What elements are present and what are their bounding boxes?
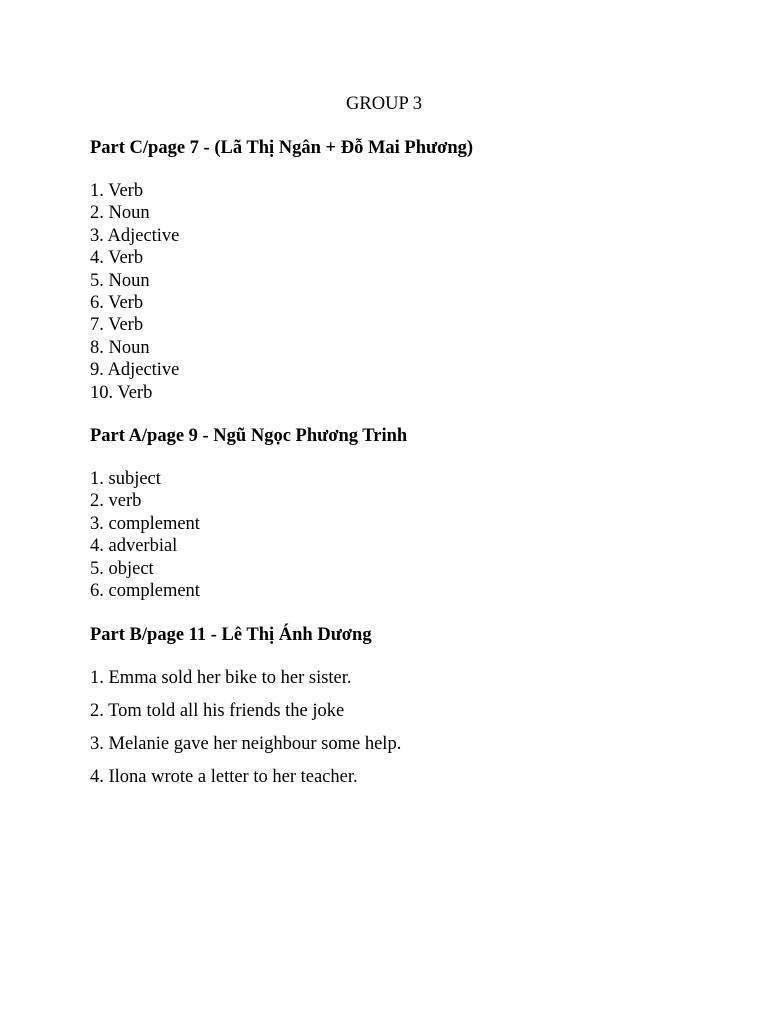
list-item: 3. Melanie gave her neighbour some help. — [90, 733, 402, 754]
list-item: 6. Verb — [90, 293, 144, 314]
document-page — [90, 92, 690, 799]
section-heading-part-c: Part C/page 7 - (Lã Thị Ngân + Đỗ Mai Phương) — [90, 138, 474, 158]
list-item: 1. Emma sold her bike to her sister. — [90, 667, 352, 688]
list-item: 8. Noun — [90, 337, 150, 358]
list-item: 4. Verb — [90, 248, 144, 269]
part-a-answer-list — [90, 468, 690, 602]
list-item: 2. Noun — [90, 203, 150, 224]
list-item: 5. object — [90, 558, 154, 579]
list-item: 10. Verb — [90, 382, 153, 403]
list-item: 1. subject — [90, 469, 161, 490]
part-c-answer-list — [90, 180, 690, 404]
list-item: 5. Noun — [90, 270, 150, 291]
list-item: 9. Adjective — [90, 360, 180, 381]
list-item: 3. complement — [90, 513, 200, 534]
section-heading-part-a: Part A/page 9 - Ngũ Ngọc Phương Trinh — [90, 426, 408, 447]
document-title: GROUP 3 — [346, 94, 422, 114]
list-item: 2. verb — [90, 491, 142, 512]
list-item: 4. Ilona wrote a letter to her teacher. — [90, 766, 358, 787]
list-item: 2. Tom told all his friends the joke — [90, 700, 345, 721]
list-item: 7. Verb — [90, 315, 144, 336]
list-item: 6. complement — [90, 581, 200, 602]
list-item: 4. adverbial — [90, 536, 178, 557]
list-item: 1. Verb — [90, 181, 144, 201]
section-heading-part-b: Part B/page 11 - Lê Thị Ánh Dương — [90, 624, 372, 645]
list-item: 3. Adjective — [90, 225, 180, 246]
part-b-sentence-list — [90, 667, 690, 788]
